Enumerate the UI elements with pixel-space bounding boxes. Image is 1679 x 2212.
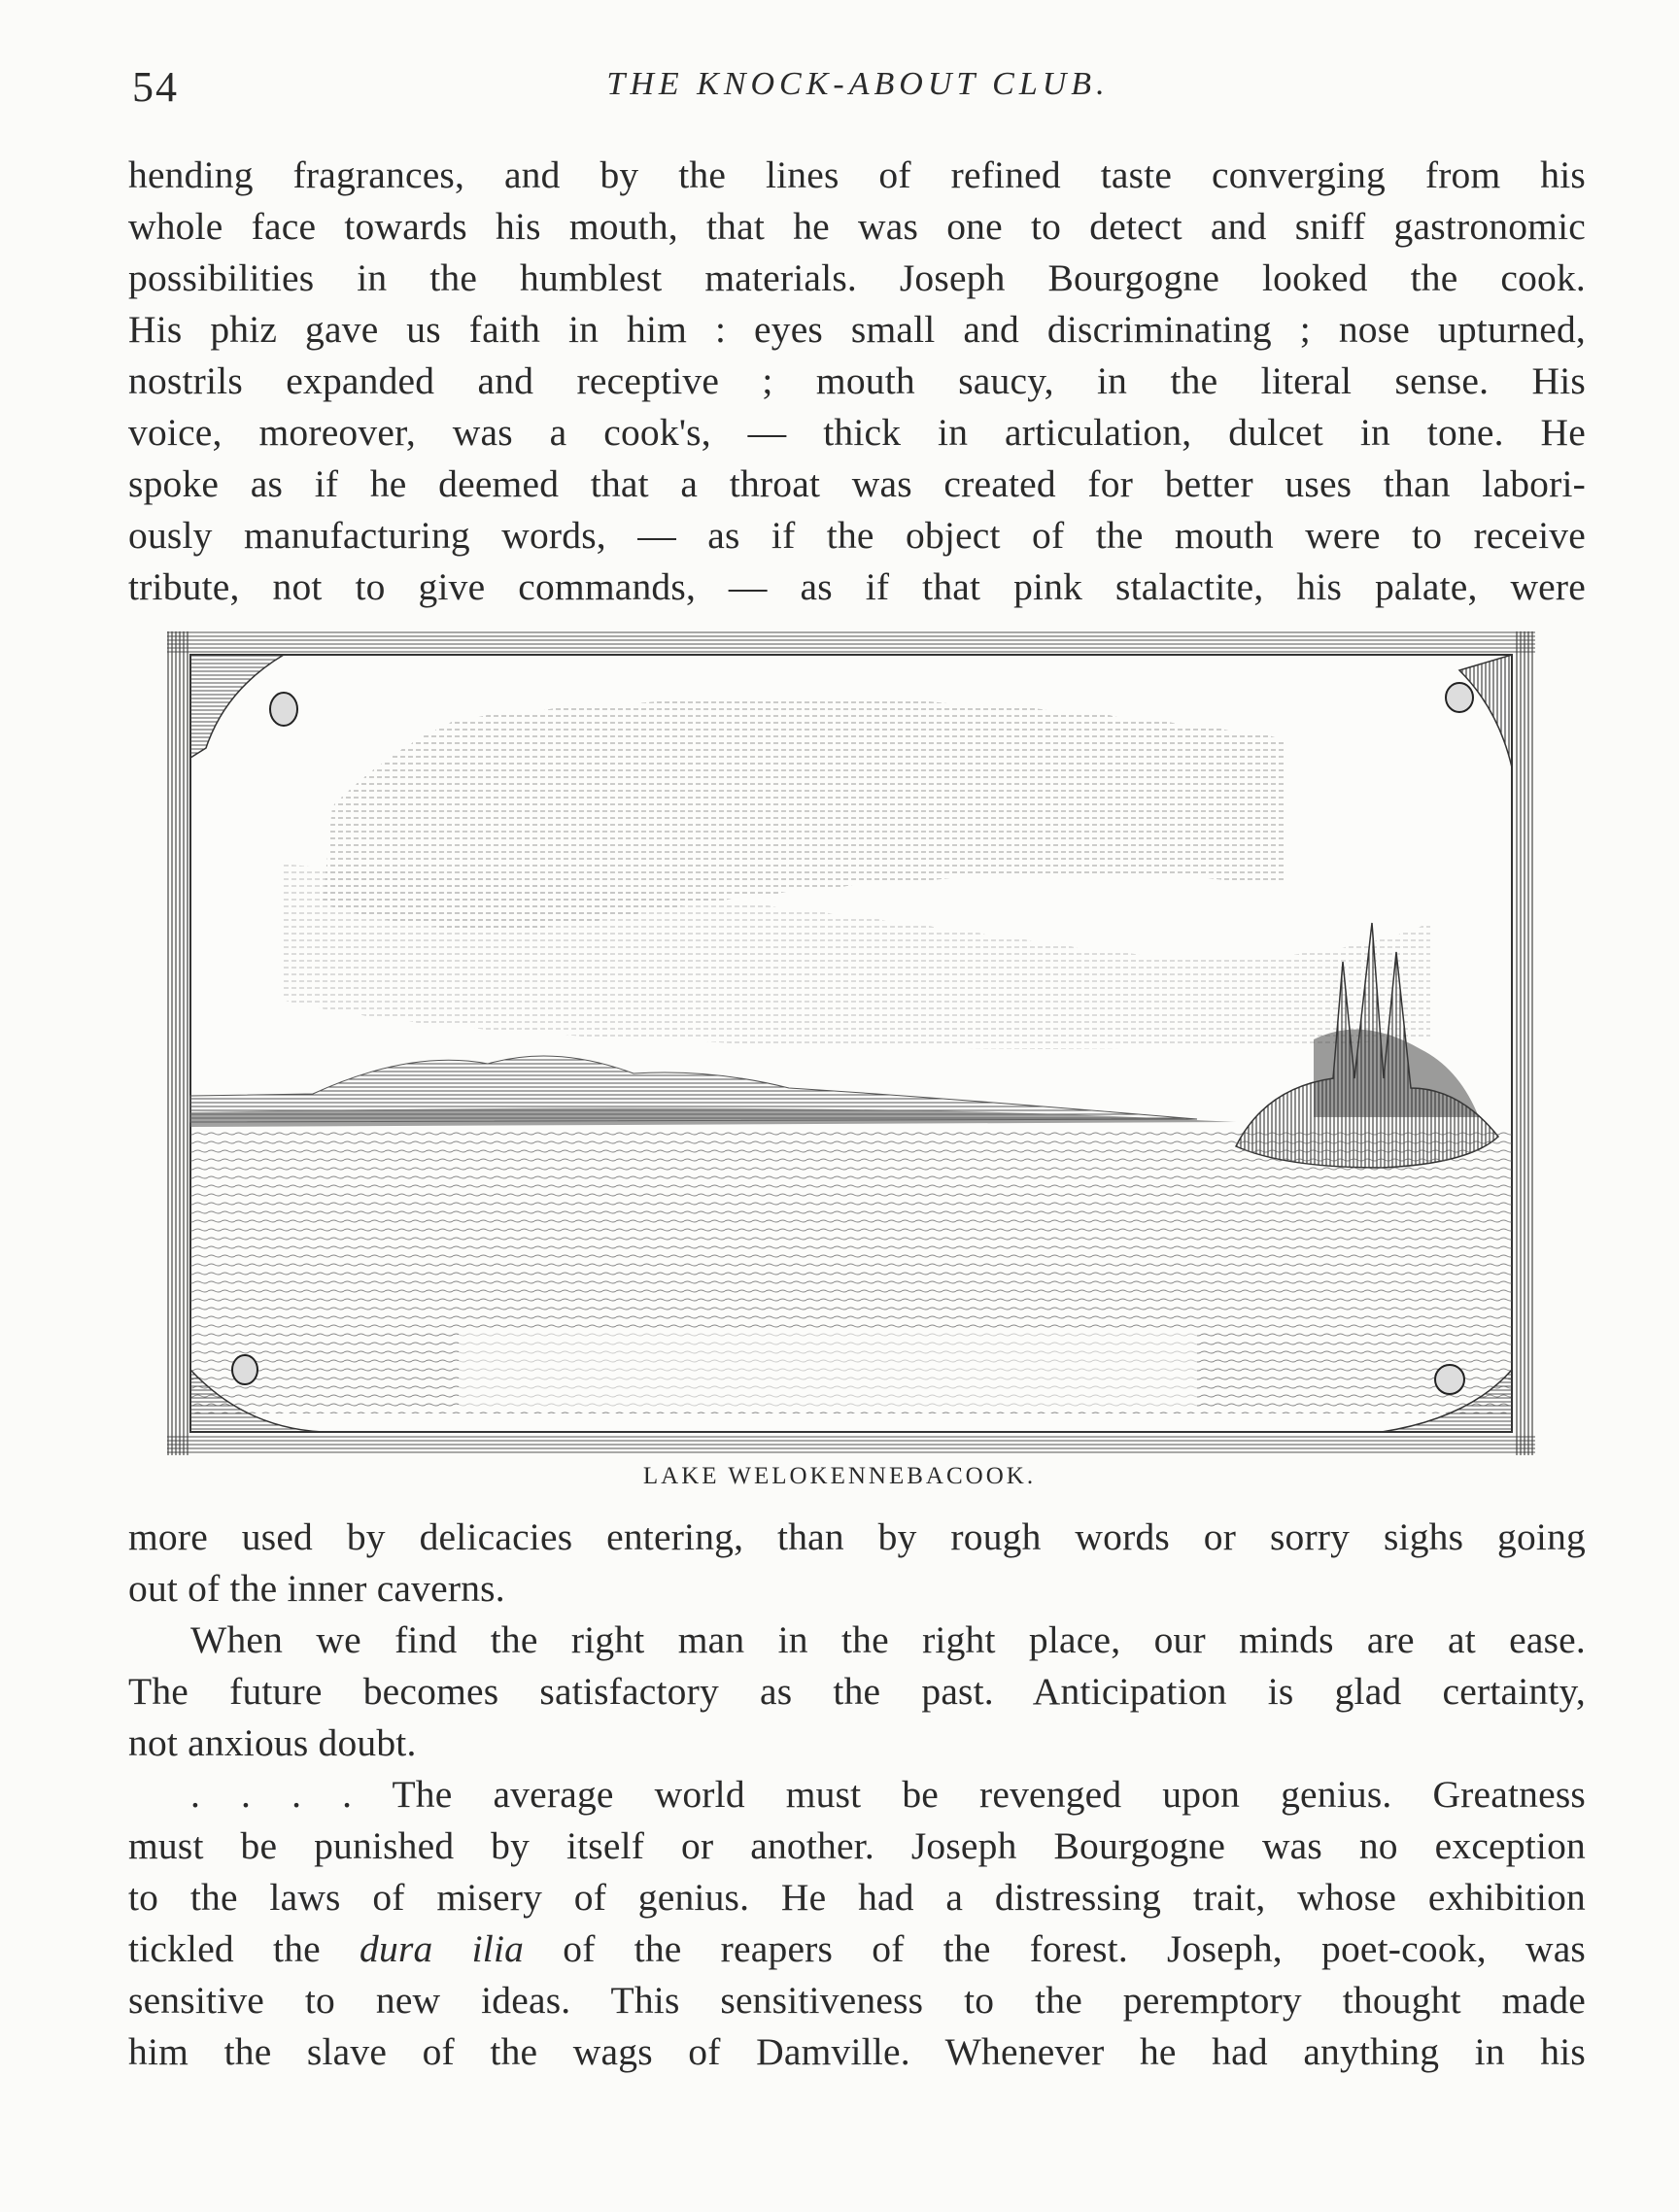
frame-right-band <box>1514 631 1535 1455</box>
text-line-italic <box>128 1923 1586 1975</box>
page-number: 54 <box>132 63 179 111</box>
running-title: THE KNOCK-ABOUT CLUB. <box>606 66 1110 102</box>
pin-icon <box>270 693 297 726</box>
page-header <box>132 62 1584 120</box>
text-segment: tickled the <box>128 1927 360 1970</box>
paragraph-top <box>128 150 1586 613</box>
lake-illustration <box>167 631 1535 1455</box>
text-line: must be punished by itself or another. Joseph Bourgogne was no exception <box>128 1824 1586 1867</box>
text-line: to the laws of misery of genius. He had a distressing trait, whose exhibition <box>128 1876 1586 1919</box>
text-line: whole face towards his mouth, that he was one to detect and sniff gastronomic <box>128 205 1586 248</box>
text-line: spoke as if he deemed that a throat was created for better uses than labori- <box>128 462 1586 505</box>
text-line: possibilities in the humblest materials. Joseph Bourgogne looked the cook. <box>128 256 1586 299</box>
text-line: voice, moreover, was a cook's, — thick in articulation, dulcet in tone. He <box>128 411 1586 454</box>
text-line: . . . . The average world must be revenged upon genius. Greatness <box>190 1773 1586 1816</box>
latin-phrase: dura ilia <box>360 1927 525 1970</box>
pin-icon <box>1446 683 1473 712</box>
text-line: hending fragrances, and by the lines of refined taste converging from his <box>128 153 1586 196</box>
figure-caption: LAKE WELOKENNEBACOOK. <box>642 1463 1037 1489</box>
pin-icon <box>232 1355 257 1384</box>
frame-left-band <box>167 631 188 1455</box>
text-line: His phiz gave us faith in him : eyes small and discriminating ; nose upturned, <box>128 308 1586 351</box>
engraving-svg <box>167 631 1535 1455</box>
text-line: out of the inner caverns. <box>128 1567 505 1610</box>
frame-top-band <box>167 631 1535 653</box>
paragraph-bottom <box>128 1512 1586 2078</box>
pin-icon <box>1435 1365 1464 1394</box>
text-line: him the slave of the wags of Damville. Whenever he had anything in his <box>128 2030 1586 2073</box>
text-line: tribute, not to give commands, — as if that pink stalactite, his palate, were <box>128 565 1586 608</box>
text-line: ously manufacturing words, — as if the object of the mouth were to receive <box>128 514 1586 557</box>
frame-bottom-band <box>167 1434 1535 1455</box>
text-line: sensitive to new ideas. This sensitiveness to the peremptory thought made <box>128 1979 1586 2022</box>
text-line: When we find the right man in the right place, our minds are at ease. <box>190 1618 1586 1661</box>
text-line: more used by delicacies entering, than by rough words or sorry sighs going <box>128 1515 1586 1558</box>
text-line: nostrils expanded and receptive ; mouth saucy, in the literal sense. His <box>128 359 1586 402</box>
text-segment: of the reapers of the forest. Joseph, poet-cook, was <box>524 1927 1586 1970</box>
text-line: not anxious doubt. <box>128 1721 417 1764</box>
text-line: The future becomes satisfactory as the past. Anticipation is glad certainty, <box>128 1670 1586 1713</box>
